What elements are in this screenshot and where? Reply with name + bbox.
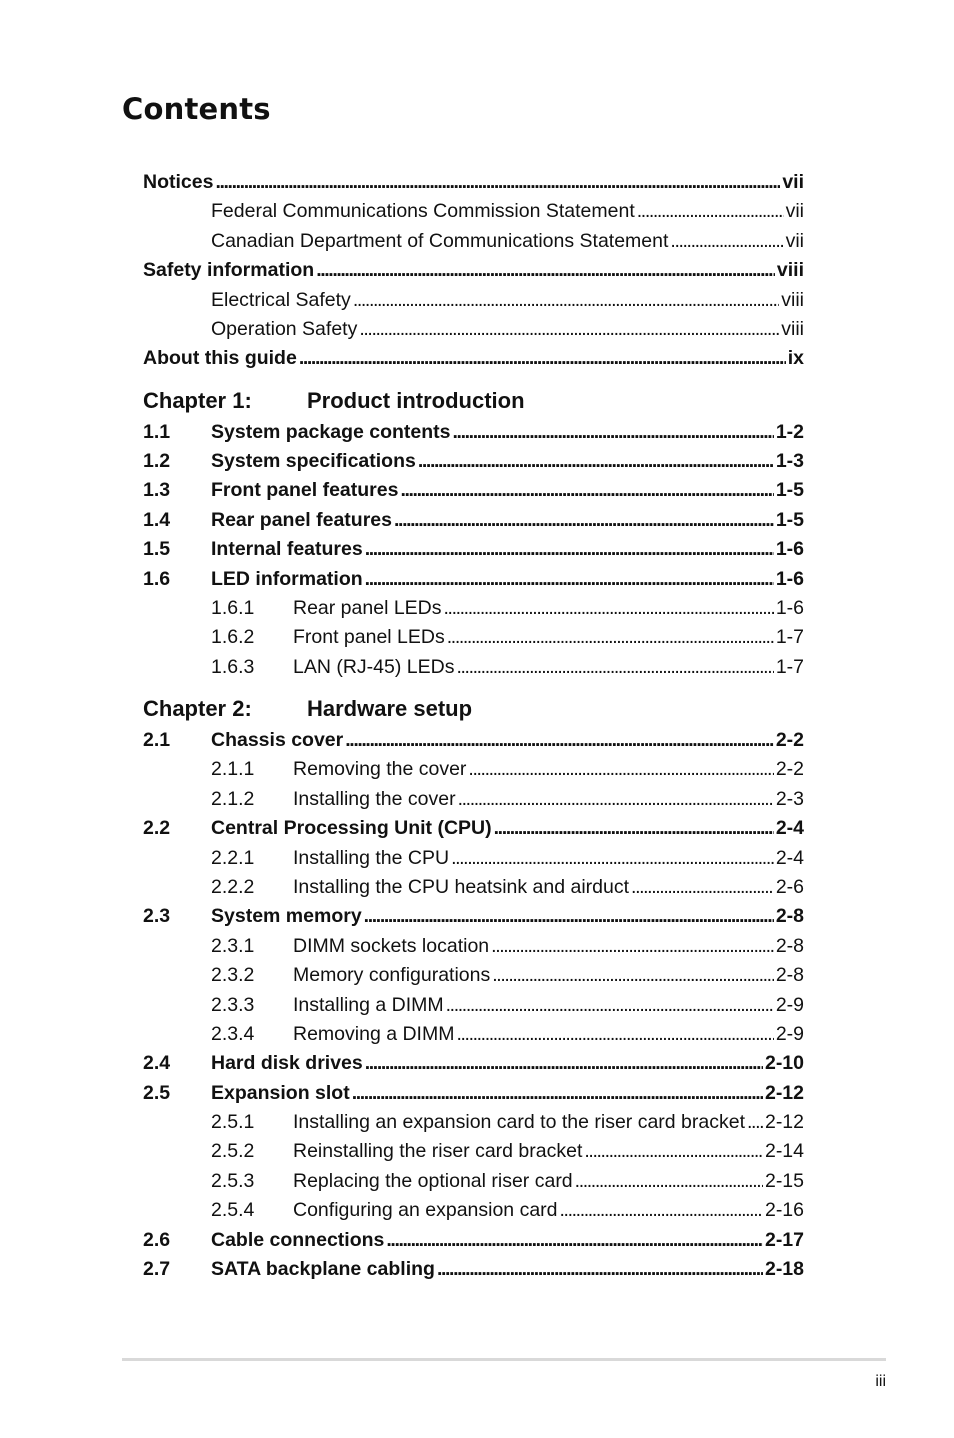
toc-entry-top[interactable] (143, 346, 804, 370)
toc-dot-leader (494, 816, 774, 840)
toc-dot-leader (444, 596, 774, 620)
toc-dot-leader (451, 846, 774, 870)
toc-entry-number: 1.6.3 (211, 655, 255, 678)
toc-dot-leader (584, 1139, 763, 1163)
toc-entry-title: Rear panel features (211, 508, 392, 531)
toc-entry-title: System package contents (211, 420, 451, 443)
toc-dot-leader (352, 1081, 763, 1105)
toc-entry-page: 2-15 (764, 1169, 804, 1192)
toc-entry-page: 1-7 (775, 655, 804, 678)
toc-dot-leader (215, 170, 780, 194)
toc-entry-number: 2.5 (143, 1081, 171, 1104)
toc-entry-section[interactable] (143, 478, 804, 502)
toc-entry-sub[interactable] (143, 199, 804, 223)
toc-entry-section[interactable] (143, 1051, 804, 1075)
toc-dot-leader (631, 875, 774, 899)
toc-entry-title: Internal features (211, 538, 363, 561)
toc-entry-number: 2.3 (143, 905, 171, 928)
toc-entry-number: 2.5.3 (211, 1169, 255, 1192)
toc-entry-page: 1-5 (775, 508, 804, 531)
toc-entry-page: 2-16 (764, 1199, 804, 1222)
toc-entry-page: 1-3 (775, 450, 804, 473)
toc-dot-leader (747, 1110, 763, 1134)
toc-entry-title: Rear panel LEDs (293, 596, 442, 619)
toc-dot-leader (418, 449, 774, 473)
toc-entry-title: LED information (211, 567, 363, 590)
toc-entry-page: 1-7 (775, 626, 804, 649)
toc-entry-title: System specifications (211, 450, 416, 473)
toc-entry-subsection[interactable] (143, 596, 804, 620)
toc-entry-page: 2-12 (764, 1111, 804, 1134)
toc-entry-number: 2.1.1 (211, 758, 255, 781)
toc-entry-title: Memory configurations (293, 964, 491, 987)
toc-entry-subsection[interactable] (143, 963, 804, 987)
toc-entry-title: Configuring an expansion card (293, 1199, 558, 1222)
toc-entry-title: Product introduction (307, 387, 525, 413)
toc-dot-leader (365, 567, 774, 591)
toc-entry-number: 1.4 (143, 508, 171, 531)
toc-entry-number: 2.5.1 (211, 1111, 255, 1134)
toc-entry-page: 1-6 (775, 596, 804, 619)
toc-entry-number: 1.1 (143, 420, 171, 443)
toc-entry-number: 1.3 (143, 479, 171, 502)
toc-dot-leader (437, 1257, 763, 1281)
toc-entry-subsection[interactable] (143, 757, 804, 781)
toc-dot-leader (365, 537, 774, 561)
toc-dot-leader (637, 199, 784, 223)
toc-entry-title: Installing the cover (293, 787, 456, 810)
toc-entry-sub[interactable] (143, 317, 804, 341)
toc-dot-leader (299, 346, 786, 370)
toc-entry-number: 2.3.3 (211, 993, 255, 1016)
toc-entry-section[interactable] (143, 449, 804, 473)
toc-entry-title: Installing the CPU heatsink and airduct (293, 875, 630, 898)
toc-entry-number: 1.6.2 (211, 626, 255, 649)
toc-entry-title: Front panel LEDs (293, 626, 445, 649)
toc-entry-sub[interactable] (143, 288, 804, 312)
toc-entry-page: 2-4 (775, 846, 804, 869)
toc-dot-leader (316, 258, 775, 282)
toc-entry-page: 2-10 (764, 1052, 804, 1075)
toc-entry-section[interactable] (143, 904, 804, 928)
toc-entry-title: Removing the cover (293, 758, 467, 781)
toc-entry-page: ix (787, 347, 804, 370)
toc-entry-page: 1-6 (775, 567, 804, 590)
toc-entry-number: 2.4 (143, 1052, 171, 1075)
toc-dot-leader (468, 757, 773, 781)
toc-entry-number: Chapter 1: (143, 387, 252, 413)
toc-dot-leader (670, 229, 783, 253)
toc-entry-title: Reinstalling the riser card bracket (293, 1140, 583, 1163)
toc-entry-page: 2-8 (775, 964, 804, 987)
toc-entry-subsection[interactable] (143, 787, 804, 811)
toc-entry-page: 2-14 (764, 1140, 804, 1163)
toc-dot-leader (364, 904, 774, 928)
toc-entry-title: Notices (143, 171, 214, 193)
toc-entry-section[interactable] (143, 728, 804, 752)
toc-entry-subsection[interactable] (143, 934, 804, 958)
toc-entry-number: 2.1 (143, 729, 171, 752)
toc-entry-page: 2-6 (775, 875, 804, 898)
toc-entry-top[interactable] (143, 258, 804, 282)
toc-entry-page: 2-17 (764, 1228, 804, 1251)
toc-dot-leader (394, 508, 774, 532)
toc-dot-leader (456, 1022, 773, 1046)
toc-entry-number: 2.1.2 (211, 787, 255, 810)
toc-entry-title: Cable connections (211, 1228, 385, 1251)
toc-entry-page: viii (776, 259, 804, 282)
toc-entry-subsection[interactable] (143, 655, 804, 679)
toc-entry-top[interactable] (143, 170, 804, 194)
toc-entry-number: 2.2.1 (211, 846, 255, 869)
toc-entry-page: 2-2 (775, 758, 804, 781)
toc-entry-section[interactable] (143, 1081, 804, 1105)
toc-entry-page: 2-4 (775, 817, 804, 840)
toc-entry-title: DIMM sockets location (293, 934, 490, 957)
toc-entry-title: Installing the CPU (293, 846, 450, 869)
toc-entry-subsection[interactable] (143, 1198, 804, 1222)
toc-entry-title: Canadian Department of Communications Statement (211, 229, 669, 252)
toc-entry-number: 1.5 (143, 538, 171, 561)
toc-entry-title: Federal Communications Commission Statement (211, 200, 635, 223)
toc-entry-title: SATA backplane cabling (211, 1257, 435, 1280)
toc-entry-section[interactable] (143, 537, 804, 561)
toc-dot-leader (446, 993, 774, 1017)
toc-entry-title: Installing a DIMM (293, 993, 444, 1016)
toc-entry-number: 2.5.2 (211, 1140, 255, 1163)
toc-entry-section[interactable] (143, 508, 804, 532)
toc-entry-number: 2.3.4 (211, 1022, 255, 1045)
toc-entry-title: Hardware setup (307, 696, 473, 722)
toc-entry-title: Replacing the optional riser card (293, 1169, 573, 1192)
toc-entry-number: 2.7 (143, 1257, 171, 1280)
toc-entry-number: 1.2 (143, 450, 171, 473)
toc-entry-title: Installing an expansion card to the riser card bracket (293, 1111, 745, 1134)
toc-entry-section[interactable] (143, 567, 804, 591)
toc-dot-leader (560, 1198, 763, 1222)
toc-entry-title: Removing a DIMM (293, 1022, 455, 1045)
toc-entry-number: 1.6.1 (211, 596, 255, 619)
toc-entry-section[interactable] (143, 816, 804, 840)
toc-entry-title: System memory (211, 905, 362, 928)
toc-dot-leader (400, 478, 773, 502)
toc-entry-page: 2-8 (775, 934, 804, 957)
toc-entry-subsection[interactable] (143, 846, 804, 870)
toc-entry-page: 2-18 (764, 1257, 804, 1280)
toc-entry-page: 2-12 (764, 1081, 804, 1104)
toc-entry-page: 2-9 (775, 1022, 804, 1045)
toc-dot-leader (386, 1228, 763, 1252)
toc-entry-number: 1.6 (143, 567, 171, 590)
toc-entry-page: viii (781, 288, 804, 311)
toc-entry-number: 2.2 (143, 817, 171, 840)
toc-entry-subsection[interactable] (143, 875, 804, 899)
toc-entry-page: 2-9 (775, 993, 804, 1016)
toc-dot-leader (575, 1169, 763, 1193)
toc-entry-title: Operation Safety (211, 317, 358, 340)
page-title: Contents (122, 92, 271, 126)
toc-dot-leader (491, 934, 774, 958)
toc-chapter-heading (143, 696, 804, 722)
toc-dot-leader (365, 1051, 763, 1075)
toc-chapter-heading (143, 388, 804, 414)
toc-entry-title: Central Processing Unit (CPU) (211, 817, 492, 840)
toc-entry-section[interactable] (143, 1257, 804, 1281)
toc-entry-subsection[interactable] (143, 625, 804, 649)
toc-entry-number: 2.3.2 (211, 964, 255, 987)
toc-entry-page: 1-6 (775, 538, 804, 561)
toc-dot-leader (456, 655, 773, 679)
page-number: iii (875, 1373, 886, 1390)
toc-entry-title: Expansion slot (211, 1081, 350, 1104)
toc-dot-leader (458, 787, 774, 811)
toc-entry-number: 2.3.1 (211, 934, 255, 957)
toc-entry-page: vii (785, 200, 804, 223)
toc-dot-leader (353, 288, 779, 312)
toc-entry-page: vii (782, 171, 804, 193)
toc-entry-subsection[interactable] (143, 993, 804, 1017)
toc-entry-subsection[interactable] (143, 1022, 804, 1046)
toc-entry-page: 1-2 (775, 420, 804, 443)
toc-dot-leader (492, 963, 774, 987)
toc-entry-subsection[interactable] (143, 1110, 804, 1134)
toc-entry-section[interactable] (143, 420, 804, 444)
toc-entry-subsection[interactable] (143, 1169, 804, 1193)
toc-dot-leader (453, 420, 774, 444)
toc-entry-number: 2.2.2 (211, 875, 255, 898)
toc-entry-title: Front panel features (211, 479, 399, 502)
toc-entry-number: Chapter 2: (143, 696, 252, 722)
table-of-contents (143, 0, 804, 1438)
toc-entry-title: Safety information (143, 259, 315, 282)
toc-entry-title: LAN (RJ-45) LEDs (293, 655, 455, 678)
toc-entry-sub[interactable] (143, 229, 804, 253)
toc-entry-title: About this guide (143, 347, 297, 370)
toc-entry-number: 2.6 (143, 1228, 171, 1251)
toc-entry-page: 2-3 (775, 787, 804, 810)
toc-entry-page: 1-5 (775, 479, 804, 502)
footer-divider (122, 1358, 886, 1361)
toc-entry-page: 2-2 (775, 729, 804, 752)
toc-dot-leader (345, 728, 774, 752)
toc-entry-number: 2.5.4 (211, 1199, 255, 1222)
toc-dot-leader (359, 317, 779, 341)
toc-entry-page: vii (785, 229, 804, 252)
toc-entry-subsection[interactable] (143, 1139, 804, 1163)
toc-entry-title: Electrical Safety (211, 288, 351, 311)
toc-entry-section[interactable] (143, 1228, 804, 1252)
toc-entry-page: 2-8 (775, 905, 804, 928)
toc-dot-leader (447, 625, 774, 649)
toc-entry-title: Hard disk drives (211, 1052, 363, 1075)
toc-entry-title: Chassis cover (211, 729, 344, 752)
toc-entry-page: viii (781, 317, 804, 340)
